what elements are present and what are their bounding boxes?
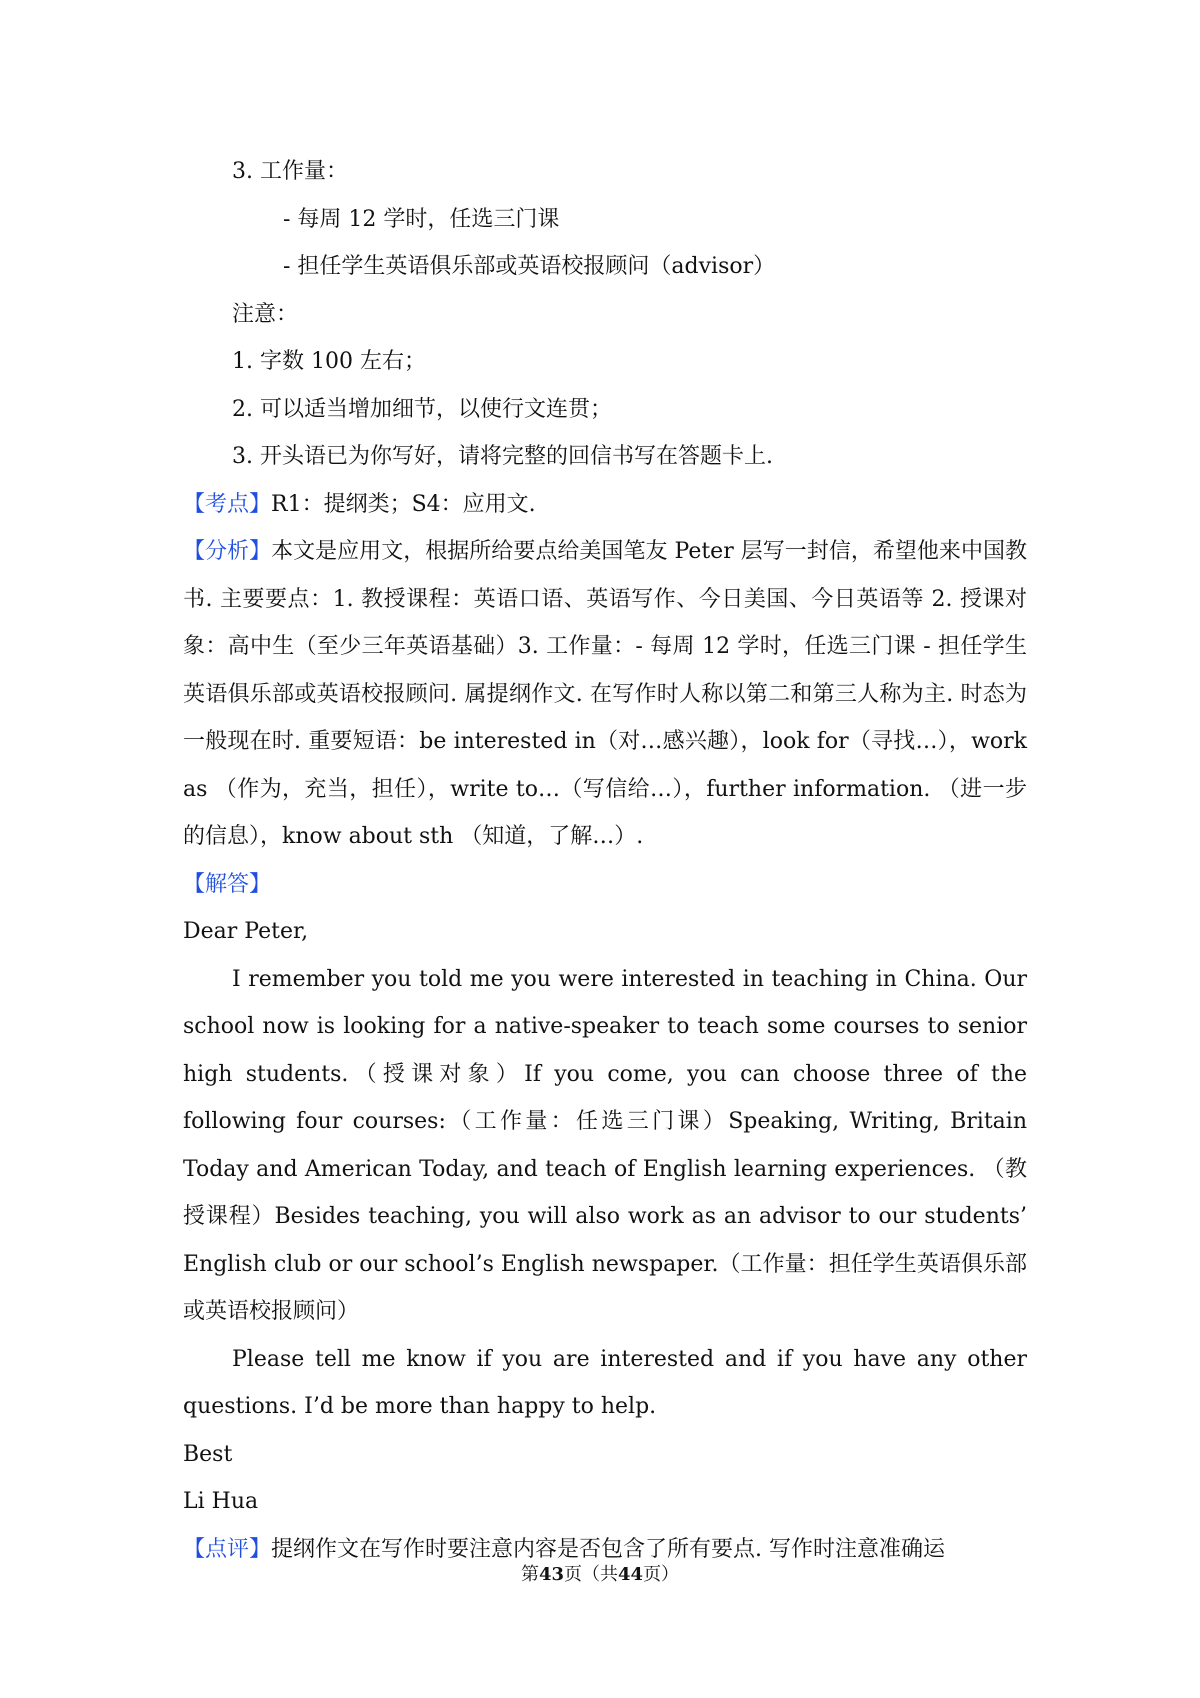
outline-item-3-sub-2: - 担任学生英语俱乐部或英语校报顾问（advisor） [283,254,776,279]
letter-closing: Best [183,1441,233,1467]
footer-total-pages: 44 [618,1564,644,1585]
dianping-text: 提纲作文在写作时要注意内容是否包含了所有要点. 写作时注意准确运 [271,1536,946,1562]
fenxi-section [183,528,1027,861]
footer-suffix: 页） [643,1564,680,1585]
outline-item-3: 3. 工作量： [232,159,348,184]
notes-item-2: 2. 可以适当增加细节，以使行文连贯； [232,396,612,422]
notes-heading: 注意： [232,301,299,327]
footer-page-number: 43 [538,1564,564,1585]
letter-paragraph-2: Please tell me know if you are interested and if you have any other questions. I’d be more than happy to help. [183,1346,1027,1419]
page-footer [0,1560,1200,1586]
footer-middle: 页（共 [564,1564,618,1585]
notes-item-1: 1. 字数 100 左右； [232,349,426,374]
footer-prefix: 第 [520,1564,539,1585]
outline-item-3-sub-1: - 每周 12 学时，任选三门课 [283,206,560,232]
kaodian-section [183,481,1027,529]
jieda-tag: 【解答】 [183,871,272,897]
dianping-tag: 【点评】 [183,1536,272,1562]
kaodian-text: R1：提纲类；S4：应用文. [271,491,536,517]
fenxi-text: 本文是应用文，根据所给要点给美国笔友 Peter 层写一封信，希望他来中国教书. 主要要点：1. 教授课程：英语口语、英语写作、今日美国、今日英语等 2. 授课对象：高中生（至少三年英语基础）3. 工作量：- 每周 12 学时，任选三门课 - 担任学生英语俱乐部或英语校报顾问. 属提纲作文. 在写作时人称以第二和第三人称为主. 时态为一般现在时. 重要短语：be interested in（对…感兴趣），look for（寻找…），work as （作为，充当，担任），write to…（写信给…），further information. （进一步的信息），know about sth （知道，了解…）. [183,539,1027,849]
page-content [183,148,1027,1573]
fenxi-tag: 【分析】 [183,539,272,564]
notes-item-3: 3. 开头语已为你写好，请将完整的回信书写在答题卡上. [232,444,773,469]
letter-greeting: Dear Peter, [183,919,309,944]
letter-signature: Li Hua [183,1489,259,1514]
jieda-section [183,861,1027,909]
letter-paragraph-1: I remember you told me you were interested in teaching in China. Our school now is looking for a native-speaker to teach some courses to senior high students.（授课对象）If you come, you can choose three of the following four courses:（工作量：任选三门课）Speaking, Writing, Britain Today and American Today, and teach of English learning experiences. （教授课程）Besides teaching, you will also work as an advisor to our students’ English club or our school’s English newspaper.（工作量：担任学生英语俱乐部或英语校报顾问） [183,966,1027,1324]
kaodian-tag: 【考点】 [183,491,272,517]
